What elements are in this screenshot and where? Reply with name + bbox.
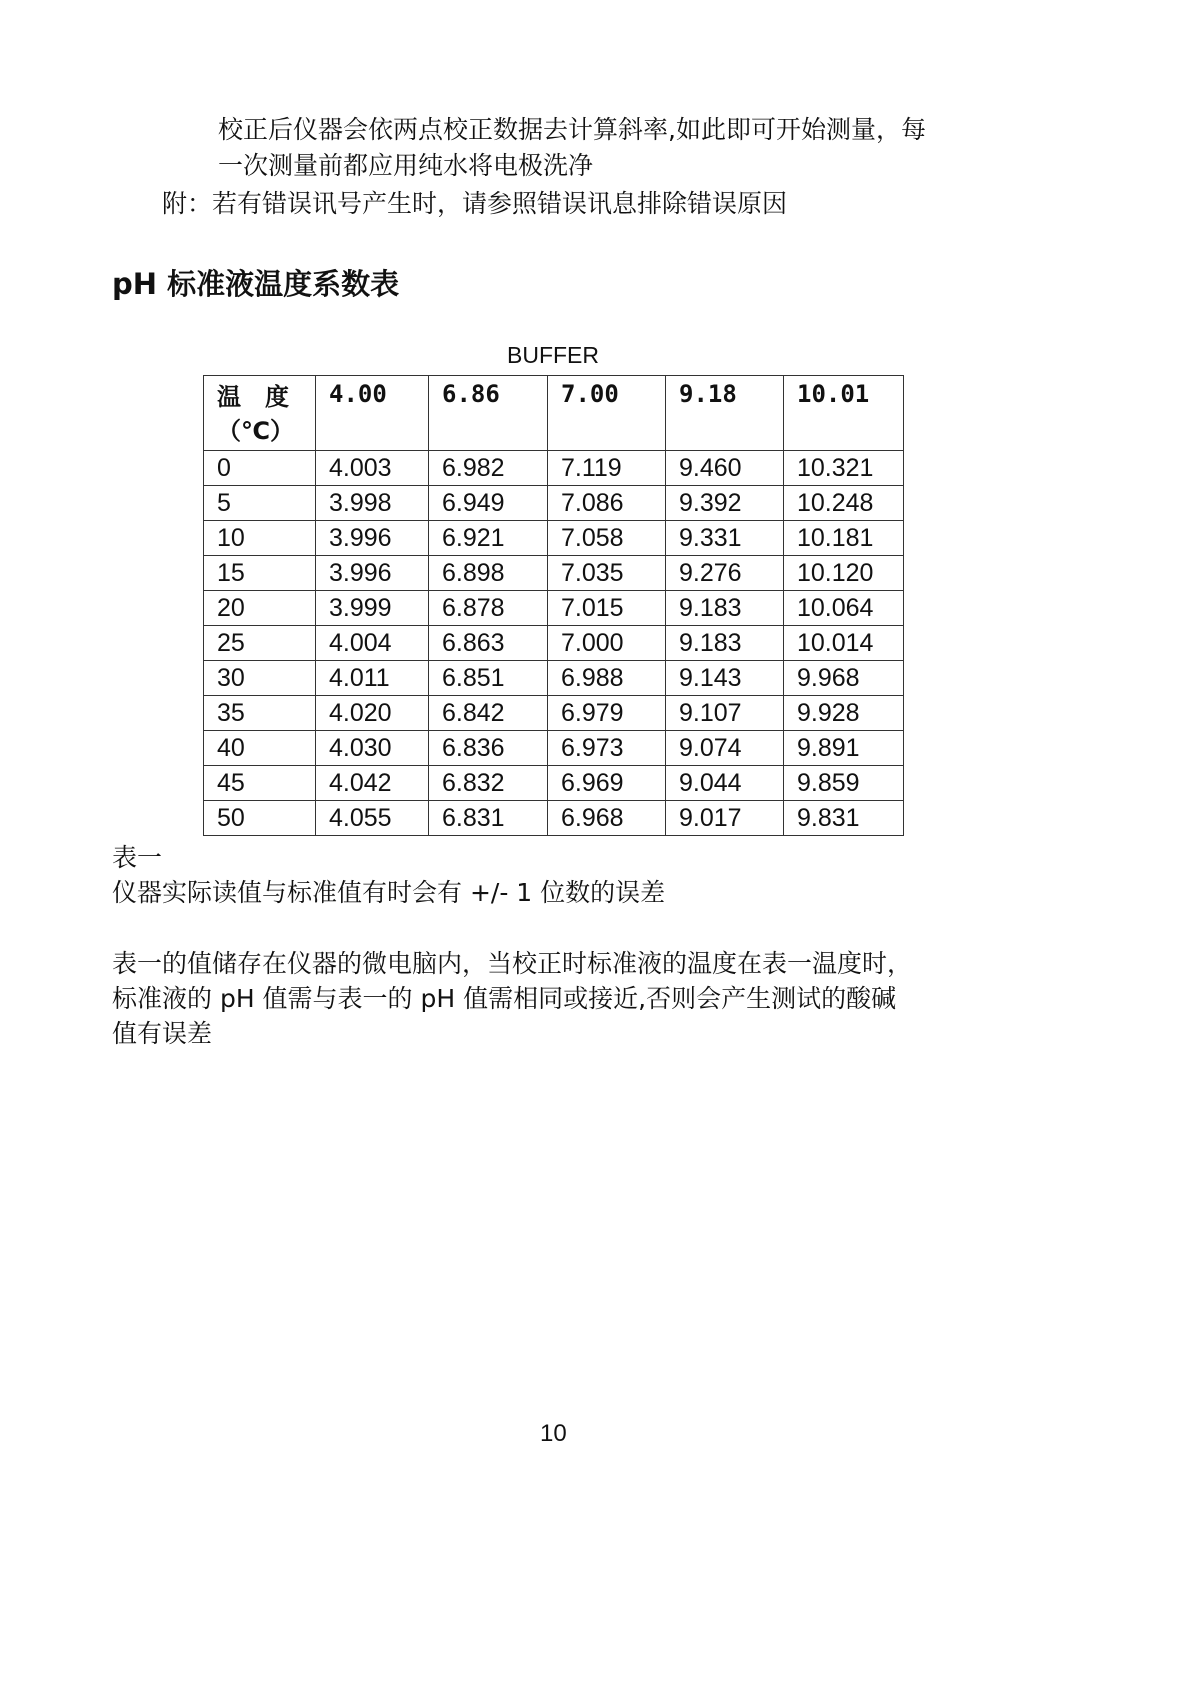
ph-value-cell: 9.044 xyxy=(666,766,784,801)
ph-value-cell: 9.968 xyxy=(784,661,904,696)
paragraph-line-1: 表一的值储存在仪器的微电脑内，当校正时标准液的温度在表一温度时， xyxy=(112,949,913,978)
ph-value-cell: 6.831 xyxy=(429,801,548,836)
ph-value-cell: 4.030 xyxy=(316,731,429,766)
table-row xyxy=(204,801,904,836)
ph-value-cell: 6.878 xyxy=(429,591,548,626)
temperature-cell: 35 xyxy=(204,696,316,731)
paragraph-line-3: 值有误差 xyxy=(112,1019,213,1048)
temperature-cell: 0 xyxy=(204,451,316,486)
header-buffer: 4.00 xyxy=(316,376,429,451)
ph-value-cell: 7.086 xyxy=(548,486,666,521)
temperature-cell: 40 xyxy=(204,731,316,766)
ph-value-cell: 7.000 xyxy=(548,626,666,661)
ph-value-cell: 6.973 xyxy=(548,731,666,766)
ph-value-cell: 4.020 xyxy=(316,696,429,731)
header-temperature-label: 温 度 xyxy=(217,383,289,411)
ph-value-cell: 9.107 xyxy=(666,696,784,731)
ph-value-cell: 10.321 xyxy=(784,451,904,486)
temperature-cell: 45 xyxy=(204,766,316,801)
ph-value-cell: 6.979 xyxy=(548,696,666,731)
ph-value-cell: 10.014 xyxy=(784,626,904,661)
ph-value-cell: 9.859 xyxy=(784,766,904,801)
temperature-cell: 50 xyxy=(204,801,316,836)
ph-value-cell: 9.017 xyxy=(666,801,784,836)
temperature-cell: 15 xyxy=(204,556,316,591)
table-row xyxy=(204,451,904,486)
table-row xyxy=(204,661,904,696)
table-row xyxy=(204,696,904,731)
ph-value-cell: 6.842 xyxy=(429,696,548,731)
ph-value-cell: 6.836 xyxy=(429,731,548,766)
ph-value-cell: 3.998 xyxy=(316,486,429,521)
ph-value-cell: 6.863 xyxy=(429,626,548,661)
ph-value-cell: 10.120 xyxy=(784,556,904,591)
ph-value-cell: 6.851 xyxy=(429,661,548,696)
ph-value-cell: 10.064 xyxy=(784,591,904,626)
ph-value-cell: 9.276 xyxy=(666,556,784,591)
table-header-row xyxy=(204,376,904,451)
temperature-cell: 5 xyxy=(204,486,316,521)
ph-value-cell: 4.003 xyxy=(316,451,429,486)
temperature-cell: 25 xyxy=(204,626,316,661)
table-row xyxy=(204,486,904,521)
ph-value-cell: 9.891 xyxy=(784,731,904,766)
ph-value-cell: 9.183 xyxy=(666,591,784,626)
temperature-cell: 30 xyxy=(204,661,316,696)
ph-value-cell: 7.058 xyxy=(548,521,666,556)
ph-value-cell: 4.011 xyxy=(316,661,429,696)
section-title: pH 标准液温度系数表 xyxy=(112,267,400,301)
ph-value-cell: 10.248 xyxy=(784,486,904,521)
table-row xyxy=(204,521,904,556)
buffer-temperature-table xyxy=(203,375,904,836)
ph-value-cell: 6.832 xyxy=(429,766,548,801)
page-number: 10 xyxy=(540,1420,567,1447)
intro-line-2: 一次测量前都应用纯水将电极洗净 xyxy=(218,151,594,180)
error-note: 仪器实际读值与标准值有时会有 +/- 1 位数的误差 xyxy=(112,878,666,907)
table-row xyxy=(204,556,904,591)
ph-value-cell: 6.968 xyxy=(548,801,666,836)
ph-value-cell: 6.969 xyxy=(548,766,666,801)
ph-value-cell: 6.988 xyxy=(548,661,666,696)
ph-value-cell: 4.055 xyxy=(316,801,429,836)
ph-value-cell: 10.181 xyxy=(784,521,904,556)
header-buffer: 10.01 xyxy=(784,376,904,451)
header-temperature-unit: （℃） xyxy=(217,417,295,445)
ph-value-cell: 6.949 xyxy=(429,486,548,521)
ph-value-cell: 9.831 xyxy=(784,801,904,836)
table-row xyxy=(204,626,904,661)
ph-value-cell: 3.999 xyxy=(316,591,429,626)
ph-value-cell: 7.119 xyxy=(548,451,666,486)
ph-value-cell: 9.183 xyxy=(666,626,784,661)
temperature-cell: 10 xyxy=(204,521,316,556)
temperature-cell: 20 xyxy=(204,591,316,626)
table-caption: BUFFER xyxy=(507,342,599,368)
ph-value-cell: 7.015 xyxy=(548,591,666,626)
ph-value-cell: 9.460 xyxy=(666,451,784,486)
ph-value-cell: 9.331 xyxy=(666,521,784,556)
table-row xyxy=(204,731,904,766)
ph-value-cell: 9.928 xyxy=(784,696,904,731)
paragraph-line-2: 标准液的 pH 值需与表一的 pH 值需相同或接近,否则会产生测试的酸碱 xyxy=(112,984,897,1013)
ph-value-cell: 9.143 xyxy=(666,661,784,696)
ph-value-cell: 9.392 xyxy=(666,486,784,521)
ph-value-cell: 6.982 xyxy=(429,451,548,486)
ph-value-cell: 3.996 xyxy=(316,521,429,556)
ph-value-cell: 4.042 xyxy=(316,766,429,801)
ph-value-cell: 9.074 xyxy=(666,731,784,766)
header-temperature xyxy=(204,376,316,451)
intro-line-1: 校正后仪器会依两点校正数据去计算斜率,如此即可开始测量，每 xyxy=(218,115,926,144)
table-row xyxy=(204,591,904,626)
ph-value-cell: 7.035 xyxy=(548,556,666,591)
intro-note: 附：若有错误讯号产生时，请参照错误讯息排除错误原因 xyxy=(162,189,788,218)
header-buffer: 6.86 xyxy=(429,376,548,451)
header-buffer: 9.18 xyxy=(666,376,784,451)
ph-value-cell: 6.898 xyxy=(429,556,548,591)
ph-value-cell: 4.004 xyxy=(316,626,429,661)
table-row xyxy=(204,766,904,801)
table-label: 表一 xyxy=(112,843,163,872)
ph-value-cell: 3.996 xyxy=(316,556,429,591)
header-buffer: 7.00 xyxy=(548,376,666,451)
ph-value-cell: 6.921 xyxy=(429,521,548,556)
